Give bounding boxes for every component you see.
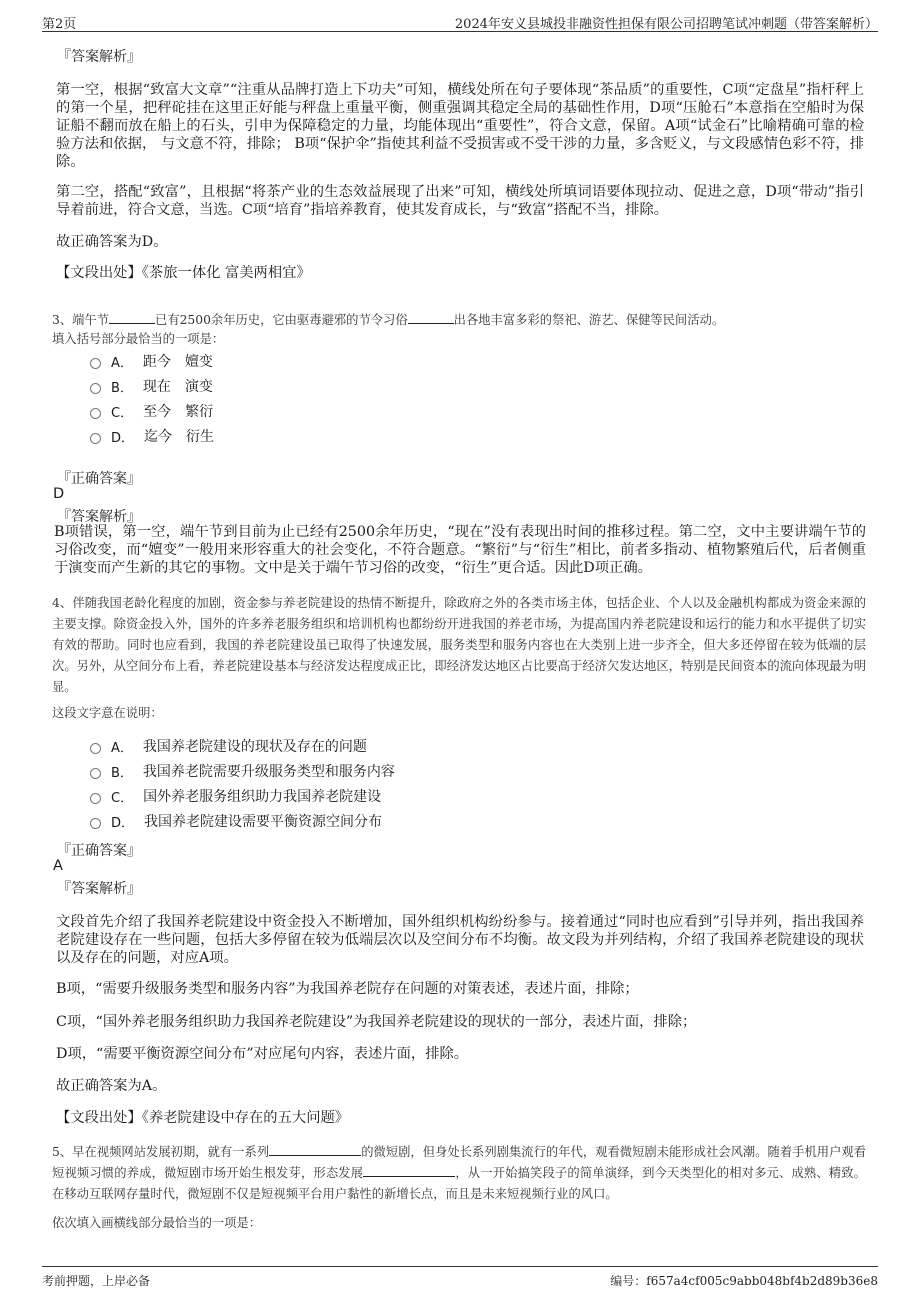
q2-analysis-para2: 第二空，搭配“致富”，且根据“将茶产业的生态效益展现了出来”可知，横线处所填词语要体现拉动、促进之意，D项“带动”指引导着前进，符合文意，当选。C项“培育”指培养教育，使其发育成长，与“致富”搭配不当，排除。 <box>56 184 864 218</box>
q3-option-d[interactable]: D． 迄今 衍生 <box>90 426 214 446</box>
radio-icon[interactable] <box>90 743 101 754</box>
q3-correct-tag: 『正确答案』 <box>57 471 141 487</box>
radio-icon[interactable] <box>90 768 101 779</box>
q2-source: 【文段出处】《茶旅一体化 富美两相宜》 <box>56 265 311 281</box>
radio-icon[interactable] <box>90 358 101 369</box>
q4-analysis-tag: 『答案解析』 <box>57 881 141 897</box>
q5-stem-part3: ，从一开始搞笑段子的简单演绎，到今天类型化的相对多元、成熟、精致。在移动互联网存量时代，微短剧不仅是短视频平台用户黏性的新增长点，而且是未来短视频行业的风口。 <box>52 1166 866 1201</box>
q4-prompt: 这段文字意在说明： <box>52 706 163 720</box>
footer-slogan: 考前押题，上岸必备 <box>42 1274 151 1288</box>
q4-option-b[interactable]: B． 我国养老院需要升级服务类型和服务内容 <box>90 761 395 781</box>
q5-stem-part2: 的微短剧，但身处长系列剧集流行的年代，观看微短剧未能形成社会风潮。随着手机用户观看短视频习惯的养成，微短剧市场开始生根发芽，形态发展 <box>52 1145 866 1180</box>
q4-analysis-para3: C项，“国外养老服务组织助力我国养老院建设”为我国养老院建设的现状的一部分，表述片面，排除； <box>56 1014 697 1030</box>
q4-option-d[interactable]: D． 我国养老院建设需要平衡资源空间分布 <box>90 811 382 831</box>
q4-option-a[interactable]: A． 我国养老院建设的现状及存在的问题 <box>90 736 367 756</box>
q4-correct-tag: 『正确答案』 <box>57 843 141 859</box>
q4-analysis-para1: 文段首先介绍了我国养老院建设中资金投入不断增加，国外组织机构纷纷参与。接着通过“同时也应看到”引导并列，指出我国养老院建设存在一些问题，包括大多停留在较为低端层次以及空间分布不均衡。故文段为并列结构，介绍了我国养老院建设的现状以及存在的问题，对应A项。 <box>56 914 864 966</box>
q4-correct-answer: A <box>53 858 63 874</box>
q3-blank-2 <box>408 311 454 324</box>
q3-option-c[interactable]: C． 至今 繁衍 <box>90 401 213 421</box>
q5-prompt: 依次填入画横线部分最恰当的一项是： <box>52 1216 262 1230</box>
q3-option-a[interactable]: A． 距今 嬗变 <box>90 351 213 371</box>
document-title: 2024年安义县城投非融资性担保有限公司招聘笔试冲刺题（带答案解析） <box>454 17 878 32</box>
q3-option-b[interactable]: B． 现在 演变 <box>90 376 213 396</box>
q2-analysis-conclusion: 故正确答案为D。 <box>56 234 168 250</box>
q3-analysis: B项错误，第一空，端午节到目前为止已经有2500余年历史，“现在”没有表现出时间的推移过程。第二空，文中主要讲端午节的习俗改变，而“嬗变”一般用来形容重大的社会变化，不符合题意。“繁衍”与“衍生”相比，前者多指动、植物繁殖后代，后者侧重于演变而产生新的其它的事物。文中是关于端午节习俗的改变，“衍生”更合适。因此D项正确。 <box>54 524 866 576</box>
q3-correct-answer: D <box>53 486 65 502</box>
q3-blank-1 <box>109 311 155 324</box>
q4-analysis-para2: B项，“需要升级服务类型和服务内容”为我国养老院存在问题的对策表述，表述片面，排除； <box>56 981 639 997</box>
q2-analysis-tag: 『答案解析』 <box>57 49 141 65</box>
q3-stem-part2: 已有2500余年历史，它由驱毒避邪的节令习俗 <box>155 313 408 327</box>
q5-blank-1 <box>269 1143 361 1156</box>
q3-prompt: 填入括号部分最恰当的一项是： <box>52 332 225 346</box>
radio-icon[interactable] <box>90 433 101 444</box>
q5-stem-part1: 5、早在视频网站发展初期，就有一系列 <box>52 1145 270 1159</box>
radio-icon[interactable] <box>90 383 101 394</box>
q5-blank-2 <box>363 1164 455 1177</box>
page-number: 第2页 <box>42 17 77 32</box>
radio-icon[interactable] <box>90 818 101 829</box>
document-id: 编号：f657a4cf005c9abb048bf4b2d89b36e8 <box>610 1274 878 1288</box>
q4-stem: 4、伴随我国老龄化程度的加剧，资金参与养老院建设的热情不断提升，除政府之外的各类市场主体，包括企业、个人以及金融机构都成为资金来源的主要支撑。除资金投入外，国外的许多养老服务组织和培训机构也都纷纷开进我国的养老市场，为提高国内养老院建设和运行的能力和水平提供了切实有效的帮助。同时也应看到，我国的养老院建设虽已取得了快速发展，服务类型和服务内容也在大类别上进一步齐全，但大多还停留在较为低端的层次。另外，从空间分布上看，养老院建设基本与经济发达程度成正比，即经济发达地区占比要高于经济欠发达地区，特别是民间资本的流向体现最为明显。 <box>52 596 866 694</box>
q4-analysis-conclusion: 故正确答案为A。 <box>56 1078 167 1094</box>
header-divider <box>42 31 878 32</box>
q4-source: 【文段出处】《养老院建设中存在的五大问题》 <box>56 1110 350 1126</box>
q3-stem-part1: 3、端午节 <box>52 313 110 327</box>
q2-analysis-para1: 第一空，根据“致富大文章”“注重从品牌打造上下功夫”可知，横线处所在句子要体现“茶品质”的重要性，C项“定盘星”指杆秤上的第一个星，把秤砣挂在这里正好能与秤盘上重量平衡，侧重强调其稳定全局的基础性作用，D项“压舱石”本意指在空船时为保证船不翻而放在船上的石头，引申为保障稳定的力量，均能体现出“重要性”，符合文意，保留。A项“试金石”比喻精确可靠的检验方法和依据， 与文意不符，排除； B项“保护伞”指使其利益不受损害或不受干涉的力量，多含贬义，与文段感情色彩不符，排除。 <box>56 82 864 170</box>
radio-icon[interactable] <box>90 793 101 804</box>
q5-stem <box>52 1142 866 1205</box>
footer-divider <box>42 1266 878 1267</box>
q3-analysis-tag: 『答案解析』 <box>57 509 141 525</box>
q4-analysis-para4: D项，“需要平衡资源空间分布”对应尾句内容，表述片面，排除。 <box>56 1046 469 1062</box>
q4-option-c[interactable]: C． 国外养老服务组织助力我国养老院建设 <box>90 786 381 806</box>
q3-stem-part3: 出各地丰富多彩的祭祀、游艺、保健等民间活动。 <box>453 313 725 327</box>
radio-icon[interactable] <box>90 408 101 419</box>
q3-stem <box>52 310 866 331</box>
